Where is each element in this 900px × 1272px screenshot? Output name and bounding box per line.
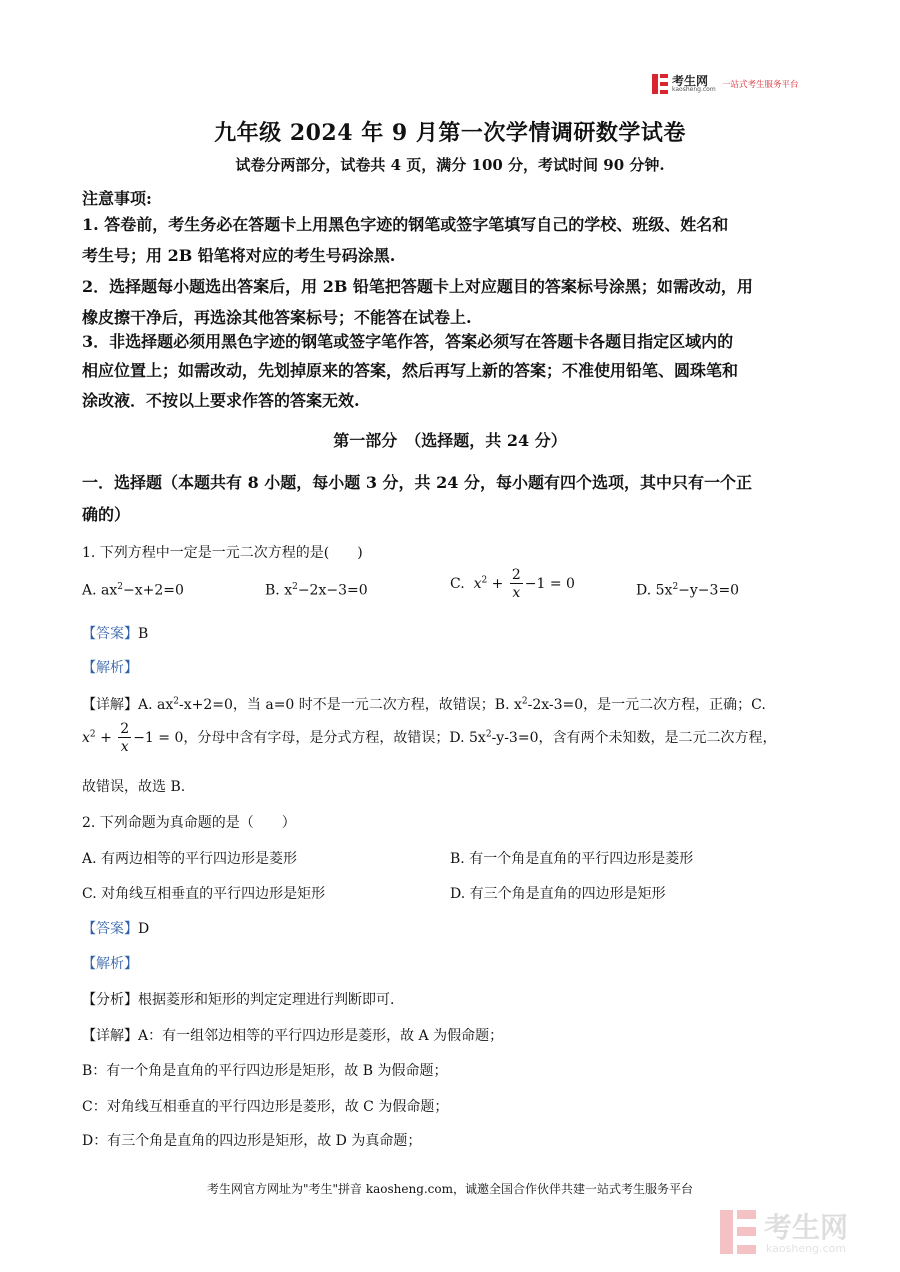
q2-detail-d: D：有三个角是直角的四边形是矩形，故 D 为真命题； — [82, 1133, 422, 1149]
q1-answer: 【答案】B — [82, 626, 149, 642]
q1-option-b: B. $x^2-2x-3=0$ — [265, 582, 368, 599]
notice-line: 3．非选择题必须用黑色字迹的钢笔或签字笔作答，答案必须写在答题卡各题目指定区域内的 — [82, 332, 734, 351]
page-title: 九年级 2024 年 9 月第一次学情调研数学试卷 — [214, 120, 686, 146]
q1-detail-line-2: $x^2$ + $\frac{2}{x}$ −1 = 0，分母中含有字母，是分式方程，故错误；D. $5x^2-y-3=0$，含有两个未知数，是二元二次方程， — [82, 721, 777, 755]
q2-option-d: D. 有三个角是直角的四边形是矩形 — [450, 886, 666, 902]
notice-line: 橡皮擦干净后，再选涂其他答案标号；不能答在试卷上. — [82, 308, 472, 327]
watermark-logo-icon — [720, 1210, 756, 1254]
watermark-name: 考生网 — [764, 1211, 849, 1244]
q1-c-fraction: $\frac{2}{x}$ — [511, 567, 521, 601]
notice-line: 2．选择题每小题选出答案后，用 2B 铅笔把答题卡上对应题目的答案标号涂黑；如需改动，用 — [82, 277, 753, 296]
header-logo — [652, 72, 822, 98]
q2-option-b: B. 有一个角是直角的平行四边形是菱形 — [450, 851, 694, 867]
notice-line: 相应位置上；如需改动，先划掉原来的答案，然后再写上新的答案；不准使用铅笔、圆珠笔和 — [82, 361, 739, 380]
logo-domain: kaosheng.com — [672, 86, 716, 93]
q1-detail-line-1: 【详解】A. $ax^2-x+2=0$，当 a=0 时不是一元二次方程，故错误；B. $x^2-2x-3=0$，是一元二次方程，正确；C. — [82, 696, 766, 713]
q1-option-d: D. $5x^2-y-3=0$ — [636, 582, 740, 599]
q2-option-c: C. 对角线互相垂直的平行四边形是矩形 — [82, 886, 326, 902]
q2-analysis-tag: 【解析】 — [82, 956, 138, 972]
part1-heading: 第一部分 （选择题，共 24 分） — [333, 431, 567, 450]
q1-option-a: A. $ax^2-x+2=0$ — [82, 582, 184, 599]
section1-heading: 一．选择题（本题共有 8 小题，每小题 3 分，共 24 分，每小题有四个选项，其中只有一个正 — [82, 473, 752, 492]
q2-answer: 【答案】D — [82, 921, 150, 937]
q1-option-c: C. $x^2$ + $\frac{2}{x}$ −1 = 0 — [450, 567, 575, 601]
q2-detail-c: C：对角线互相垂直的平行四边形是菱形，故 C 为假命题； — [82, 1099, 449, 1115]
logo-slogan: 一站式考生服务平台 — [722, 80, 799, 90]
watermark-domain: kaosheng.com — [766, 1242, 847, 1255]
question-2-stem: 2. 下列命题为真命题的是（ ） — [82, 815, 296, 831]
q2-detail-a: 【详解】A：有一组邻边相等的平行四边形是菱形，故 A 为假命题； — [82, 1028, 504, 1044]
notice-line: 考生号；用 2B 铅笔将对应的考生号码涂黑. — [82, 246, 396, 265]
q1-analysis-tag: 【解析】 — [82, 660, 138, 676]
kaosheng-logo-icon — [652, 74, 668, 94]
logo-name: 考生网 — [672, 74, 709, 88]
page-footer: 考生网官方网址为"考生"拼音 kaosheng.com，诚邀全国合作伙伴共建一站式考生服务平台 — [206, 1182, 694, 1196]
notice-heading: 注意事项: — [82, 189, 152, 208]
q1-detail-line-3: 故错误，故选 B. — [82, 779, 186, 795]
q2-option-a: A. 有两边相等的平行四边形是菱形 — [82, 851, 298, 867]
q2-detail-b: B：有一个角是直角的平行四边形是矩形，故 B 为假命题； — [82, 1063, 448, 1079]
notice-line: 涂改液．不按以上要求作答的答案无效. — [82, 391, 360, 410]
question-1-stem: 1. 下列方程中一定是一元二次方程的是( ) — [82, 545, 363, 561]
watermark — [720, 1206, 890, 1258]
section1-heading-cont: 确的） — [82, 505, 131, 524]
notice-line: 1. 答卷前，考生务必在答题卡上用黑色字迹的钢笔或签字笔填写自己的学校、班级、姓名和 — [82, 215, 729, 234]
page-subtitle: 试卷分两部分，试卷共 4 页，满分 100 分，考试时间 90 分钟. — [235, 156, 665, 174]
q2-fenxi: 【分析】根据菱形和矩形的判定定理进行判断即可. — [82, 992, 395, 1008]
q1-detail-fraction: $\frac{2}{x}$ — [120, 721, 130, 755]
